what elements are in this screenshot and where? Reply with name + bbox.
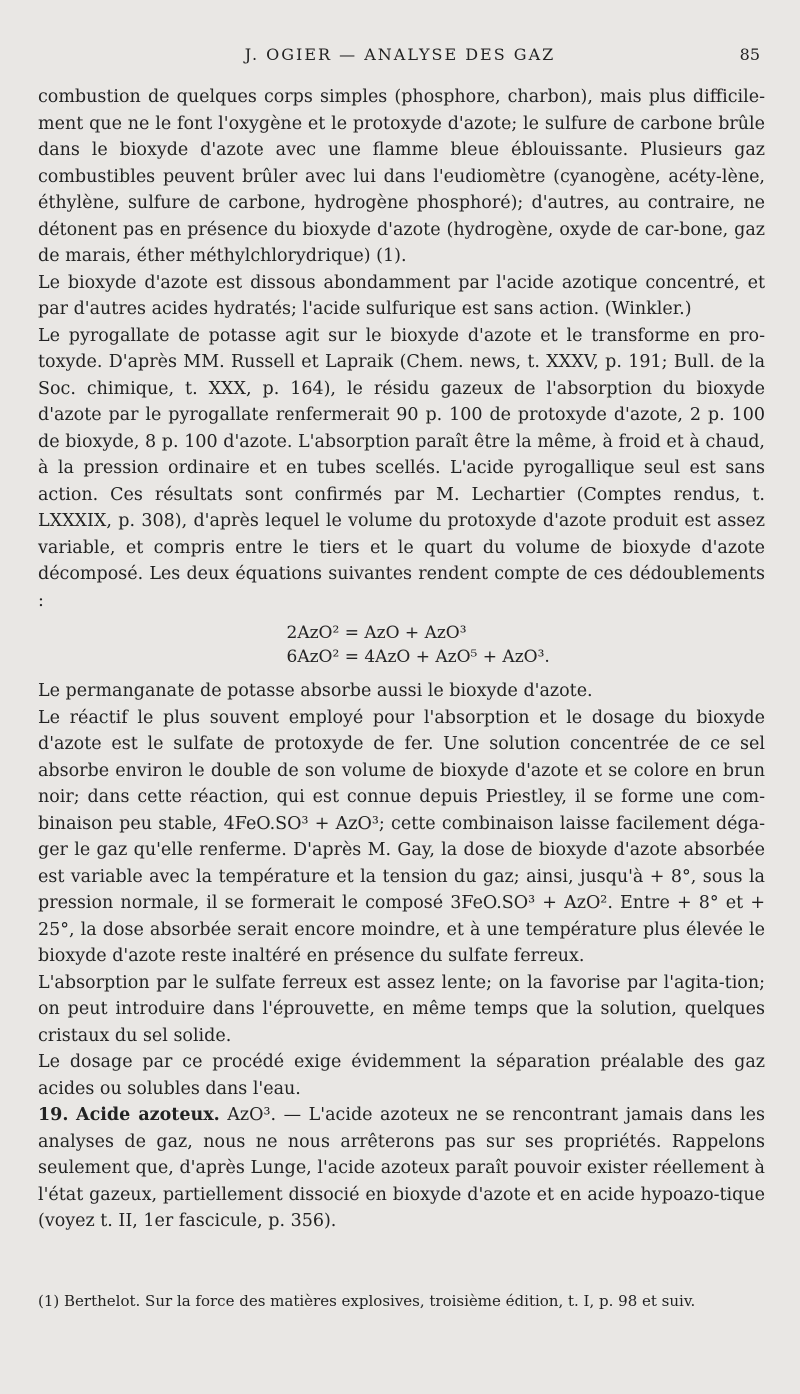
section-text: — L'acide azoteux ne se rencontrant jamais dans les analyses de gaz, nous ne nous arrêterons pas sur ses propriétés. Rappelons seulement que, d'après Lunge, l'acide azoteux paraît pouvoir exister réellement à l'état gazeux, partiellement dissocié en bioxyde d'azote et en acide hypoazo-tique (voyez t. II, 1er fascicule, p. 356).: [38, 1105, 765, 1231]
section-19: [38, 1102, 765, 1235]
running-title: J. OGIER — ANALYSE DES GAZ: [244, 45, 556, 64]
equations: [38, 621, 765, 669]
section-formula: AzO³.: [227, 1105, 277, 1125]
paragraph: combustion de quelques corps simples (phosphore, charbon), mais plus difficile-ment que ne le font l'oxygène et le protoxyde d'azote; le sulfure de carbone brûle dans le bioxyde d'azote avec une flamme bleue éblouissante. Plusieurs gaz combustibles peuvent brûler avec lui dans l'eudiomètre (cyanogène, acéty-lène, éthylène, sulfure de carbone, hydrogène phosphoré); d'autres, au contraire, ne détonent pas en présence du bioxyde d'azote (hydrogène, oxyde de car-bone, gaz de marais, éther méthylchlorydrique) (1).: [38, 87, 765, 266]
section-heading: Acide azoteux.: [76, 1105, 220, 1125]
page-number: 85: [739, 45, 760, 64]
main-text: [38, 84, 765, 1235]
paragraph: Le dosage par ce procédé exige évidemment la séparation préalable des gaz acides ou solubles dans l'eau.: [38, 1052, 765, 1099]
running-header: [40, 45, 760, 75]
equation: 6AzO² = 4AzO + AzO⁵ + AzO³.: [286, 647, 550, 667]
section-number: 19.: [38, 1105, 69, 1125]
equation: 2AzO² = AzO + AzO³: [286, 623, 467, 643]
paragraph: Le bioxyde d'azote est dissous abondamment par l'acide azotique concentré, et par d'autres acides hydratés; l'acide sulfurique est sans action. (Winkler.): [38, 272, 765, 319]
paragraph: Le pyrogallate de potasse agit sur le bioxyde d'azote et le transforme en pro-toxyde. D'après MM. Russell et Lapraik (Chem. news, t. XXXV, p. 191; Bull. de la Soc. chimique, t. XXX, p. 164), le résidu gazeux de l'absorption du bioxyde d'azote par le pyrogallate renfermerait 90 p. 100 de protoxyde d'azote, 2 p. 100 de bioxyde, 8 p. 100 d'azote. L'absorption paraît être la même, à froid et à chaud, à la pression ordinaire et en tubes scellés. L'acide pyrogallique seul est sans action. Ces résultats sont confirmés par M. Lechartier (Comptes rendus, t. LXXXIX, p. 308), d'après lequel le volume du protoxyde d'azote produit est assez variable, et compris entre le tiers et le quart du volume de bioxyde d'azote décomposé. Les deux équations suivantes rendent compte de ces dédoublements :: [38, 325, 765, 611]
paragraph: Le permanganate de potasse absorbe aussi le bioxyde d'azote.: [38, 681, 593, 701]
footnote: (1) Berthelot. Sur la force des matières explosives, troisième édition, t. I, p. 98 et suiv.: [38, 1292, 696, 1310]
paragraph: L'absorption par le sulfate ferreux est assez lente; on la favorise par l'agita-tion; on peut introduire dans l'éprouvette, en même temps que la solution, quelques cristaux du sel solide.: [38, 972, 765, 1046]
paragraph: Le réactif le plus souvent employé pour l'absorption et le dosage du bioxyde d'azote est le sulfate de protoxyde de fer. Une solution concentrée de ce sel absorbe environ le double de son volume de bioxyde d'azote et se colore en brun noir; dans cette réaction, qui est connue depuis Priestley, il se forme une com-binaison peu stable, 4FeO.SO³ + AzO³; cette combinaison laisse facilement déga-ger le gaz qu'elle renferme. D'après M. Gay, la dose de bioxyde d'azote absorbée est variable avec la température et la tension du gaz; ainsi, jusqu'à + 8°, sous la pression normale, il se formerait le composé 3FeO.SO³ + AzO². Entre + 8° et + 25°, la dose absorbée serait encore moindre, et à une température plus élevée le bioxyde d'azote reste inaltéré en présence du sulfate ferreux.: [38, 707, 765, 966]
